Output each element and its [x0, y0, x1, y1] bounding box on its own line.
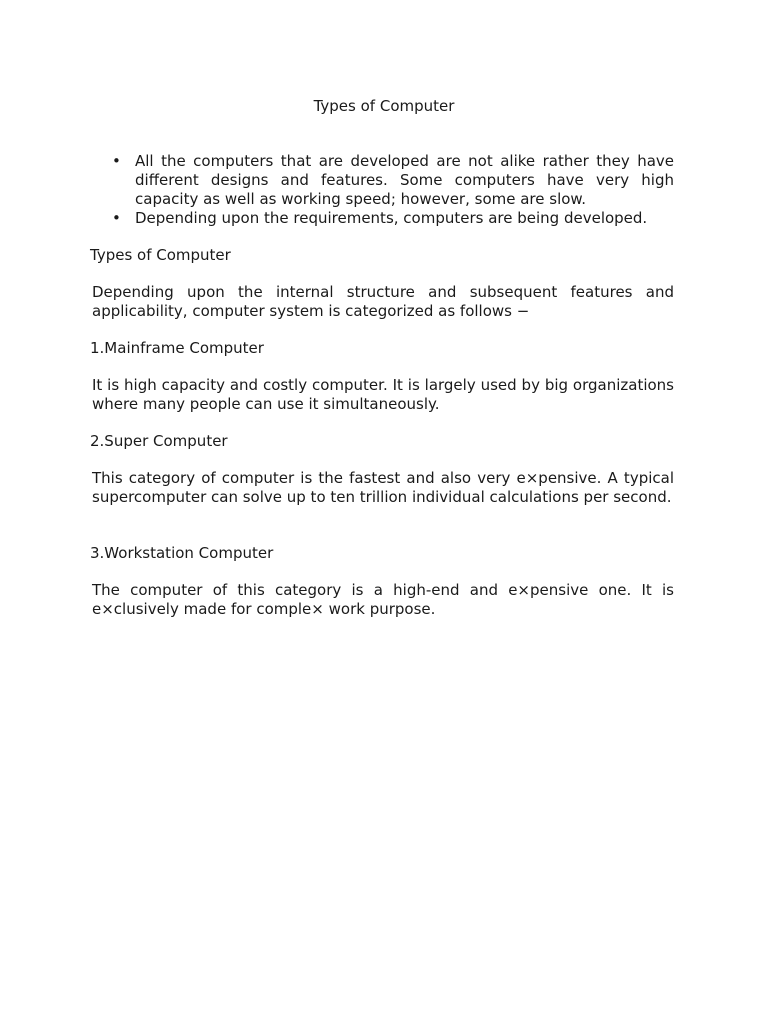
supercomputer-paragraph: This category of computer is the fastest and also very e×pensive. A typical supercomputer can solve up to ten trillion individual calculations per second. [92, 469, 674, 506]
bullet-text: All the computers that are developed are not alike rather they have different designs and features. Some computers have very high capacity as well as working speed; however, some are slow. [135, 152, 674, 208]
bullet-item [110, 209, 674, 228]
mainframe-paragraph: It is high capacity and costly computer. It is largely used by big organizations where many people can use it simultaneously. [92, 376, 674, 413]
mainframe-heading: 1.Mainframe Computer [90, 339, 264, 357]
bullet-text: Depending upon the requirements, computers are being developed. [135, 209, 648, 227]
bullet-list [110, 152, 674, 228]
workstation-paragraph: The computer of this category is a high-end and e×pensive one. It is e×clusively made for comple× work purpose. [92, 581, 674, 618]
supercomputer-heading: 2.Super Computer [90, 432, 228, 450]
intro-paragraph: Depending upon the internal structure and subsequent features and applicability, computer system is categorized as follows − [92, 283, 674, 320]
bullet-dot-icon: • [112, 209, 121, 227]
workstation-heading: 3.Workstation Computer [90, 544, 274, 562]
document-title: Types of Computer [313, 97, 455, 115]
section-heading: Types of Computer [90, 246, 231, 264]
bullet-item [110, 152, 674, 209]
bullet-dot-icon: • [112, 152, 121, 170]
